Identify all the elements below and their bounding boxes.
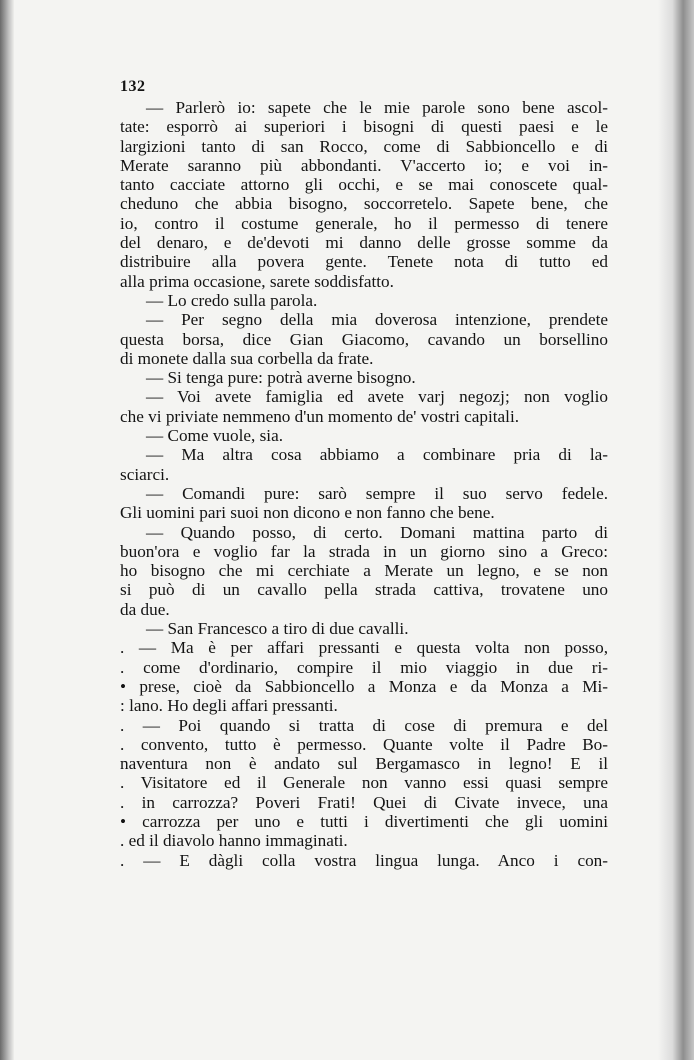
text-line: del denaro, e de'devoti mi danno delle grosse somme da (120, 233, 608, 253)
text-line: • carrozza per uno e tutti i divertimenti che gli uomini (120, 811, 608, 831)
text-lines (120, 98, 608, 870)
text-line: — Parlerò io: sapete che le mie parole sono bene ascol- (146, 98, 608, 117)
text-line: io, contro il costume generale, ho il permesso di tenere (120, 213, 608, 233)
text-line: ho bisogno che mi cerchiate a Merate un legno, e se non (120, 561, 608, 581)
text-line: Gli uomini pari suoi non dicono e non fanno che bene. (120, 503, 495, 523)
page-number: 132 (120, 78, 146, 95)
text-line: . — Ma è per affari pressanti e questa volta non posso, (120, 638, 608, 658)
text-line: . ed il diavolo hanno immaginati. (120, 831, 348, 851)
text-line: . — Poi quando si tratta di cose di premura e del (120, 715, 608, 735)
text-line: sciarci. (120, 464, 170, 484)
text-line: — Per segno della mia doverosa intenzione, prendete (146, 310, 608, 330)
page-gutter-right (658, 0, 694, 1060)
text-line: — Ma altra cosa abbiamo a combinare pria di la- (146, 445, 608, 465)
text-line: . — E dàgli colla vostra lingua lunga. Anco i con- (120, 850, 608, 870)
text-line: . Visitatore ed il Generale non vanno essi quasi sempre (120, 773, 608, 793)
text-line: alla prima occasione, sarete soddisfatto. (120, 271, 394, 291)
text-line: di monete dalla sua corbella da frate. (120, 348, 374, 368)
text-line: . come d'ordinario, compire il mio viaggio in due ri- (120, 657, 608, 677)
text-line: naventura non è andato sul Bergamasco in legno! E il (120, 754, 608, 774)
text-line: — Si tenga pure: potrà averne bisogno. (146, 368, 416, 388)
page-text-block (120, 78, 608, 870)
text-line: — Comandi pure: sarò sempre il suo servo fedele. (146, 483, 608, 503)
page-gutter-left (0, 0, 14, 1060)
text-line: : lano. Ho degli affari pressanti. (120, 696, 338, 716)
text-line: largizioni tanto di san Rocco, come di Sabbioncello e di (120, 136, 608, 156)
text-line: Merate saranno più abbondanti. V'accerto io; e voi in- (120, 155, 608, 175)
text-line: — Lo credo sulla parola. (146, 290, 318, 310)
text-line: — Voi avete famiglia ed avete varj negozj; non voglio (146, 387, 608, 407)
text-line: che vi priviate nemmeno d'un momento de' vostri capitali. (120, 406, 520, 426)
text-line: — Come vuole, sia. (146, 426, 284, 446)
text-line: distribuire alla povera gente. Tenete nota di tutto ed (120, 252, 608, 272)
text-line: si può di un cavallo pella strada cattiva, trovatene uno (120, 580, 608, 600)
text-line: — San Francesco a tiro di due cavalli. (146, 619, 409, 639)
text-line: . in carrozza? Poveri Frati! Quei di Civate invece, una (120, 792, 608, 812)
text-line: questa borsa, dice Gian Giacomo, cavando un borsellino (120, 329, 608, 349)
text-line: . convento, tutto è permesso. Quante volte il Padre Bo- (120, 734, 608, 754)
text-line: tanto cacciate attorno gli occhi, e se mai conoscete qual- (120, 175, 608, 195)
text-line: cheduno che abbia bisogno, soccorretelo. Sapete bene, che (120, 194, 608, 214)
text-line: • prese, cioè da Sabbioncello a Monza e da Monza a Mi- (120, 676, 608, 696)
text-line: buon'ora e voglio far la strada in un giorno sino a Greco: (120, 541, 608, 561)
text-line: da due. (120, 599, 170, 619)
text-line: — Quando posso, di certo. Domani mattina parto di (146, 522, 608, 542)
text-line: tate: esporrò ai superiori i bisogni di questi paesi e le (120, 117, 608, 137)
